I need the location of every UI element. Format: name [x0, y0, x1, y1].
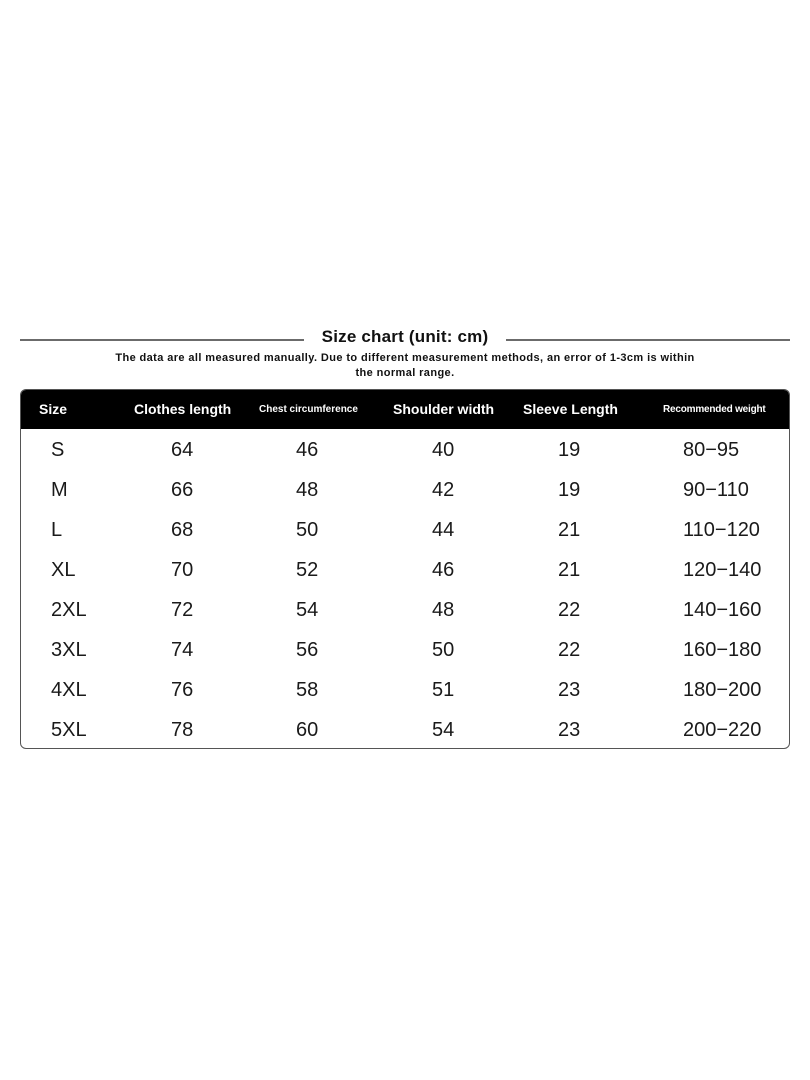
header-size: Size [39, 401, 68, 417]
cell-size: XL [51, 559, 76, 581]
header-clothes-length: Clothes length [134, 401, 232, 417]
cell-shoulder: 46 [432, 559, 455, 581]
cell-weight: 180−200 [683, 679, 762, 701]
table-row [21, 430, 789, 470]
cell-weight: 120−140 [683, 559, 762, 581]
cell-size: 2XL [51, 599, 87, 621]
table-row [21, 630, 789, 670]
cell-size: 5XL [51, 719, 87, 741]
cell-clothes-length: 64 [171, 439, 194, 461]
cell-size: M [51, 479, 68, 501]
header-recommended-weight: Recommended weight [663, 404, 766, 415]
cell-size: L [51, 519, 63, 541]
table-body [21, 430, 789, 749]
title-divider-right [506, 339, 790, 341]
cell-weight: 90−110 [683, 479, 749, 501]
cell-chest: 46 [296, 439, 319, 461]
cell-weight: 80−95 [683, 439, 740, 461]
cell-sleeve: 23 [558, 719, 581, 741]
table-row [21, 710, 789, 749]
cell-weight: 200−220 [683, 719, 762, 741]
header-sleeve-length: Sleeve Length [523, 401, 618, 417]
cell-shoulder: 51 [432, 679, 455, 701]
size-table [20, 389, 790, 749]
cell-sleeve: 19 [558, 479, 581, 501]
cell-chest: 60 [296, 719, 319, 741]
cell-sleeve: 22 [558, 639, 581, 661]
cell-chest: 52 [296, 559, 319, 581]
cell-sleeve: 19 [558, 439, 581, 461]
table-row [21, 670, 789, 710]
cell-clothes-length: 76 [171, 679, 194, 701]
table-header [21, 390, 789, 429]
cell-shoulder: 48 [432, 599, 455, 621]
cell-sleeve: 23 [558, 679, 581, 701]
cell-shoulder: 42 [432, 479, 455, 501]
cell-clothes-length: 68 [171, 519, 194, 541]
cell-size: 3XL [51, 639, 87, 661]
page-title: Size chart (unit: cm) [321, 327, 489, 346]
cell-clothes-length: 66 [171, 479, 194, 501]
cell-clothes-length: 72 [171, 599, 194, 621]
cell-clothes-length: 78 [171, 719, 194, 741]
cell-shoulder: 50 [432, 639, 455, 661]
cell-clothes-length: 70 [171, 559, 194, 581]
measurement-note: The data are all measured manually. Due to different measurement methods, an error of 1-3cm is within the normal range. [115, 352, 695, 379]
cell-shoulder: 44 [432, 519, 455, 541]
table-row [21, 590, 789, 630]
cell-clothes-length: 74 [171, 639, 194, 661]
cell-size: S [51, 439, 65, 461]
cell-shoulder: 40 [432, 439, 455, 461]
header-shoulder-width: Shoulder width [393, 401, 495, 417]
cell-weight: 160−180 [683, 639, 762, 661]
cell-sleeve: 21 [558, 559, 581, 581]
cell-chest: 54 [296, 599, 319, 621]
table-row [21, 470, 789, 510]
table-row [21, 510, 789, 550]
cell-sleeve: 22 [558, 599, 581, 621]
cell-size: 4XL [51, 679, 87, 701]
cell-chest: 48 [296, 479, 319, 501]
header-chest-circumference: Chest circumference [259, 404, 358, 415]
cell-weight: 110−120 [683, 519, 760, 541]
cell-chest: 56 [296, 639, 319, 661]
table-row [21, 550, 789, 590]
cell-chest: 58 [296, 679, 319, 701]
cell-weight: 140−160 [683, 599, 762, 621]
cell-chest: 50 [296, 519, 319, 541]
cell-sleeve: 21 [558, 519, 581, 541]
cell-shoulder: 54 [432, 719, 455, 741]
